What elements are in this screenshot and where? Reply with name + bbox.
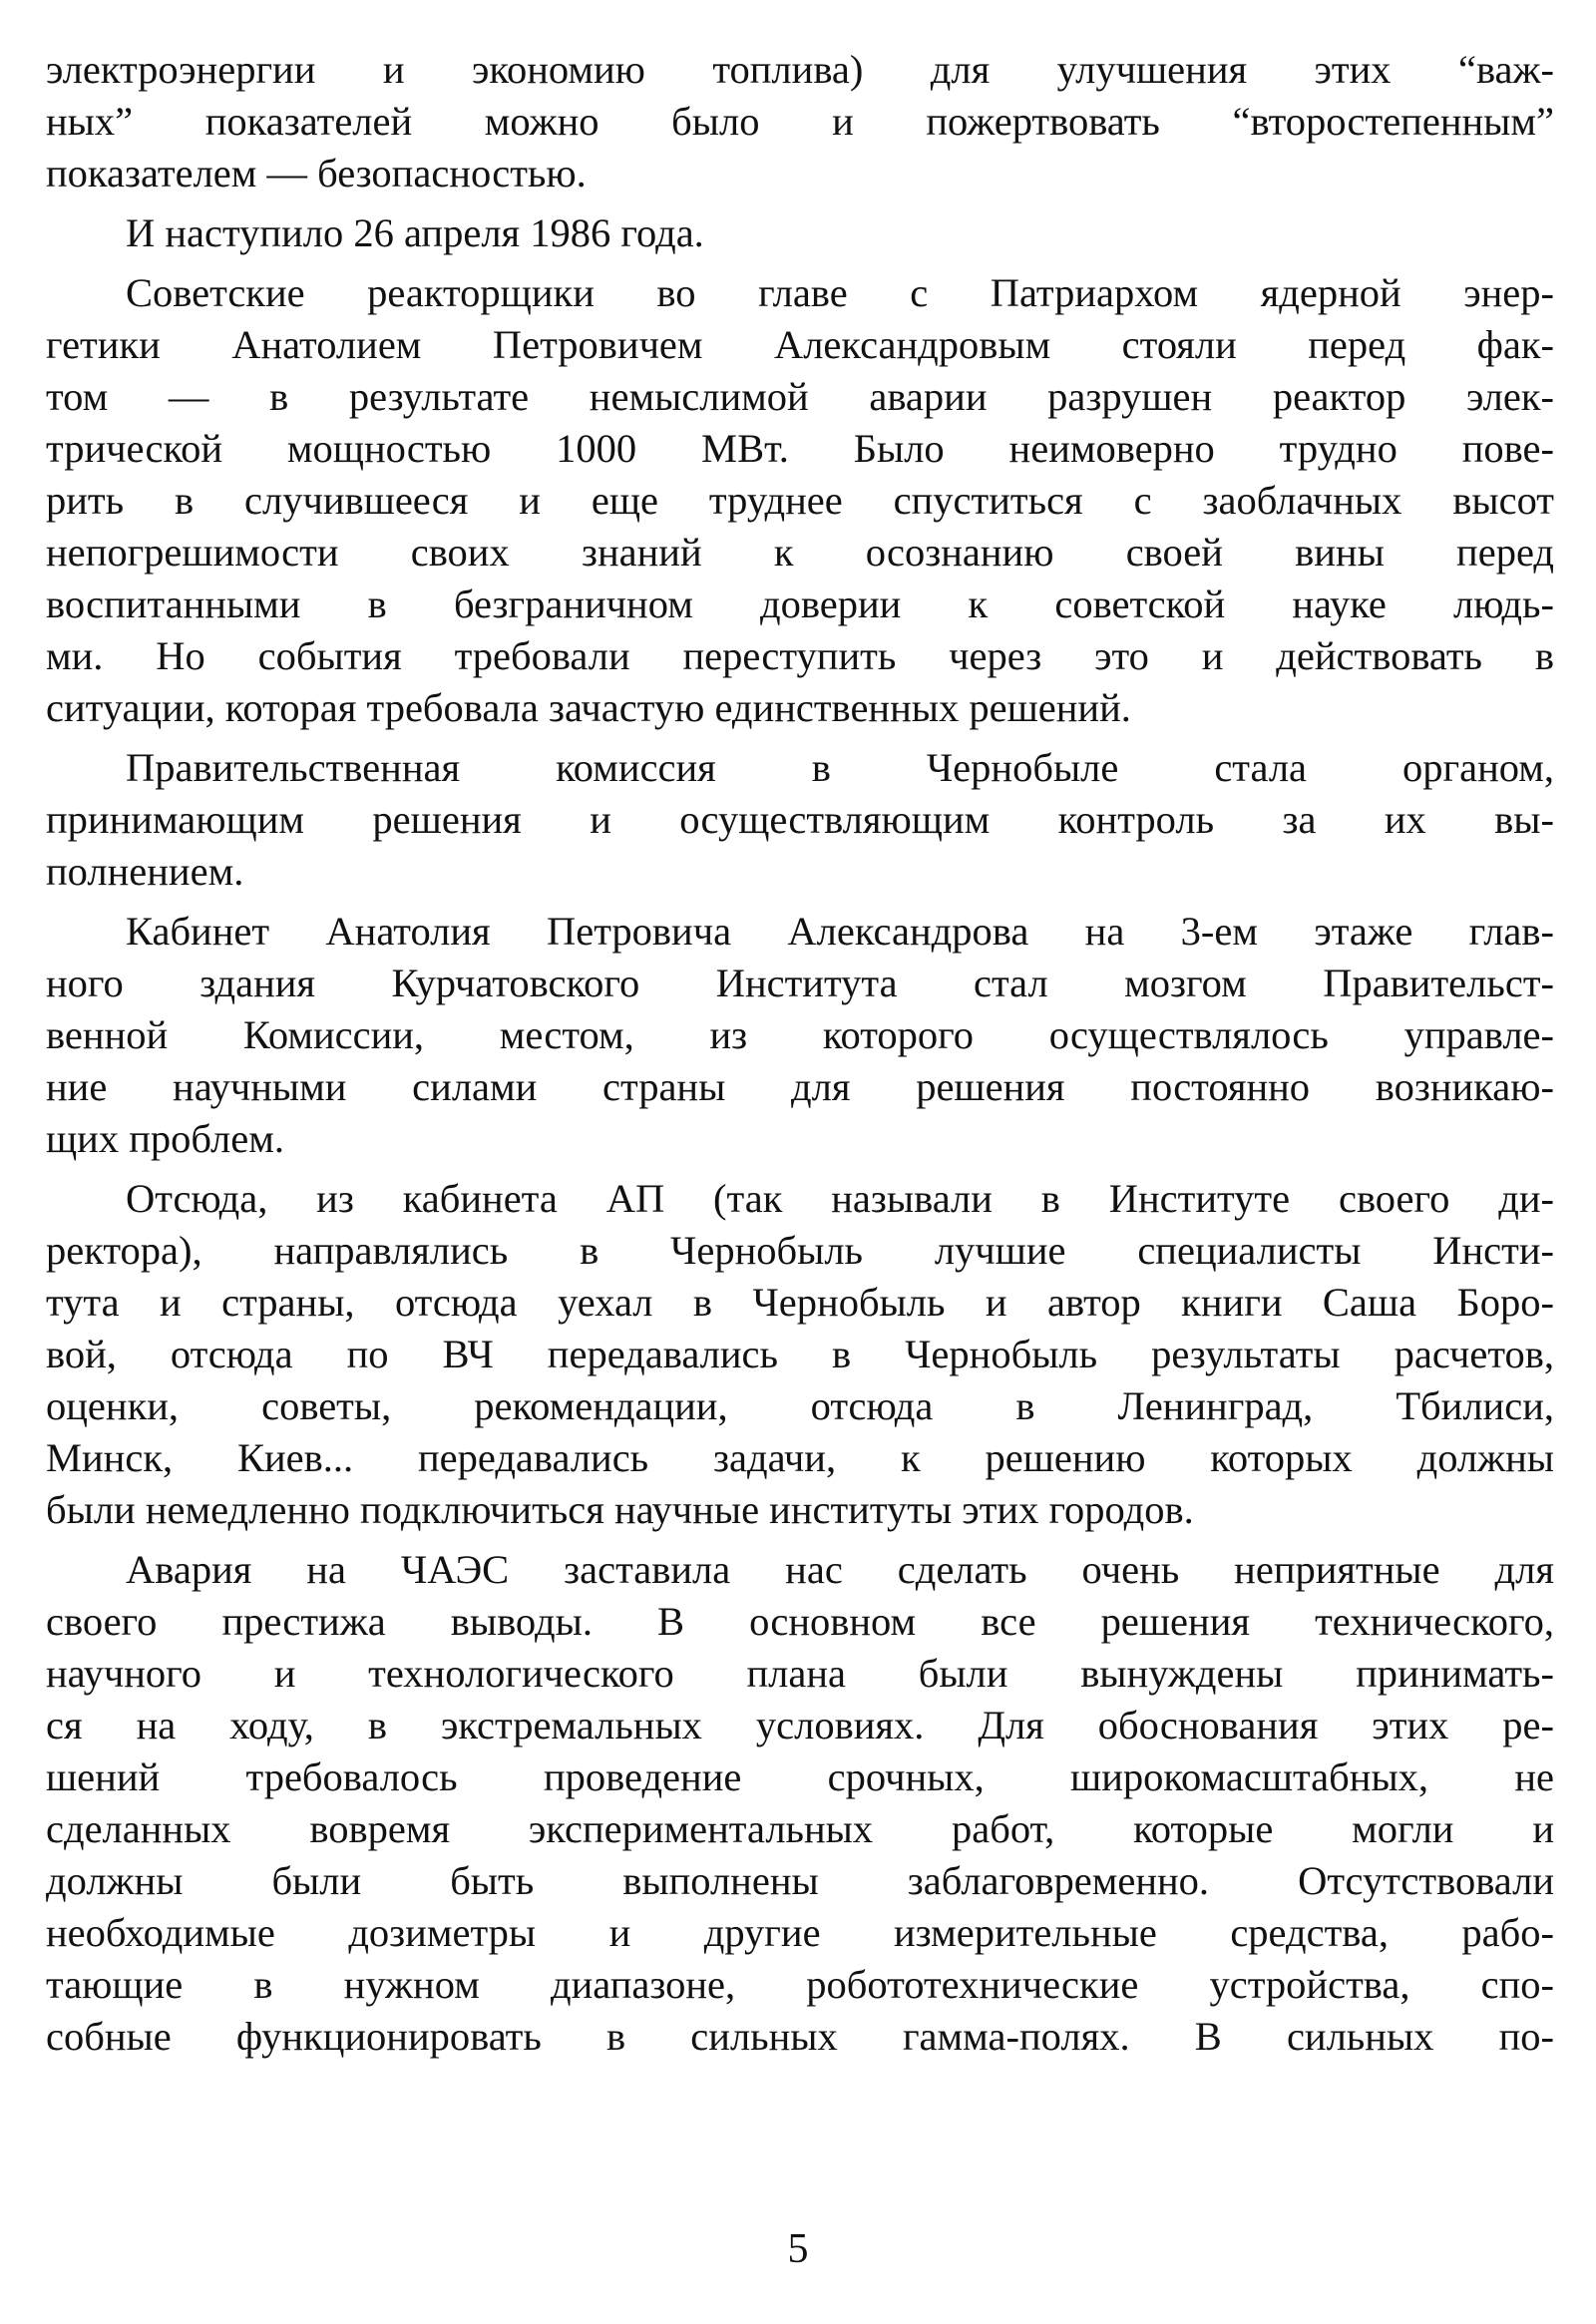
text-line: Минск, Киев... передавались задачи, к решению которых должны [46,1435,1554,1480]
text-line: научного и технологического плана были вынуждены принимать- [46,1651,1554,1696]
text-line: были немедленно подключиться научные институты этих городов. [46,1487,1194,1532]
text-line: Авария на ЧАЭС заставила нас сделать очень неприятные для [126,1547,1554,1592]
text-line: рить в случившееся и еще труднее спуститься с заоблачных высот [46,478,1554,523]
text-line: непогрешимости своих знаний к осознанию своей вины перед [46,530,1554,575]
page-body [46,44,1554,2071]
text-line: ных” показателей можно было и пожертвовать “второстепенным” [46,99,1554,144]
text-line: ние научными силами страны для решения постоянно возникаю- [46,1064,1554,1109]
text-line: оценки, советы, рекомендации, отсюда в Ленинград, Тбилиси, [46,1383,1554,1428]
text-line: И наступило 26 апреля 1986 года. [126,210,704,255]
paragraph [46,1173,1554,1536]
text-line: Правительственная комиссия в Чернобыле стала органом, [126,745,1554,790]
text-line: ректора), направлялись в Чернобыль лучшие специалисты Инсти- [46,1228,1554,1273]
text-line: ми. Но события требовали переступить через это и действовать в [46,633,1554,678]
paragraph [46,267,1554,734]
paragraph [46,1544,1554,2063]
text-line: тута и страны, отсюда уехал в Чернобыль и автор книги Саша Боро- [46,1280,1554,1325]
paragraph [46,742,1554,898]
text-line: воспитанными в безграничном доверии к советской науке людь- [46,581,1554,626]
paragraph [46,207,1554,259]
text-line: сделанных вовремя экспериментальных работ, которые могли и [46,1806,1554,1851]
text-line: полнением. [46,849,244,894]
text-line: шений требовалось проведение срочных, широкомасштабных, не [46,1754,1554,1799]
text-line: венной Комиссии, местом, из которого осуществлялось управле- [46,1012,1554,1057]
text-line: Советские реакторщики во главе с Патриархом ядерной энер- [126,270,1554,315]
text-line: своего престижа выводы. В основном все решения технического, [46,1599,1554,1644]
paragraph [46,906,1554,1165]
text-line: Кабинет Анатолия Петровича Александрова на 3-ем этаже глав- [126,909,1554,954]
text-line: трической мощностью 1000 МВт. Было неимоверно трудно пове- [46,426,1554,471]
text-line: необходимые дозиметры и другие измерительные средства, рабо- [46,1910,1554,1955]
text-line: тающие в нужном диапазоне, робототехнические устройства, спо- [46,1962,1554,2007]
text-line: щих проблем. [46,1116,284,1161]
text-line: ситуации, которая требовала зачастую единственных решений. [46,685,1131,730]
text-line: показателем — безопасностью. [46,151,587,195]
text-line: ся на ходу, в экстремальных условиях. Для обоснования этих ре- [46,1703,1554,1747]
text-line: вой, отсюда по ВЧ передавались в Чернобыль результаты расчетов, [46,1332,1554,1376]
text-line: ного здания Курчатовского Института стал мозгом Правительст- [46,961,1554,1005]
text-line: гетики Анатолием Петровичем Александровым стояли перед фак- [46,322,1554,367]
text-line: собные функционировать в сильных гамма-полях. В сильных по- [46,2014,1554,2059]
text-line: должны были быть выполнены заблаговременно. Отсутствовали [46,1858,1554,1903]
paragraph [46,44,1554,199]
text-line: принимающим решения и осуществляющим контроль за их вы- [46,797,1554,842]
text-line: Отсюда, из кабинета АП (так называли в Институте своего ди- [126,1176,1554,1221]
page-number: 5 [787,2226,809,2272]
text-line: электроэнергии и экономию топлива) для улучшения этих “важ- [46,47,1554,92]
text-line: том — в результате немыслимой аварии разрушен реактор элек- [46,374,1554,419]
